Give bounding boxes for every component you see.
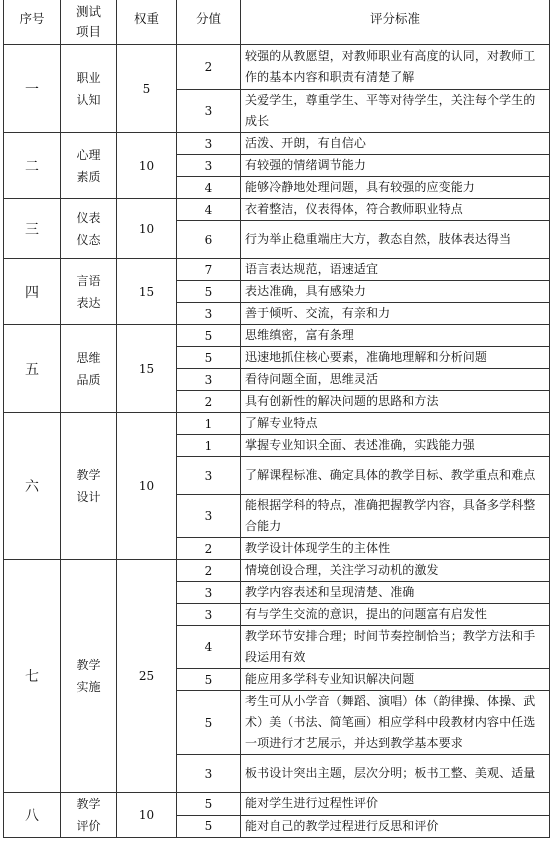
table-row: [4, 413, 550, 435]
weight-cell: 10: [117, 133, 177, 199]
item-name-cell: [61, 259, 117, 325]
table-row: [4, 133, 550, 155]
seq-cell: 二: [4, 133, 61, 199]
score-cell: 1: [177, 413, 241, 435]
criteria-cell: 教学设计体现学生的主体性: [241, 538, 550, 560]
score-cell: 3: [177, 582, 241, 604]
item-name-line: 教学: [76, 658, 101, 672]
criteria-cell: 了解课程标准、确定具体的教学目标、教学重点和难点: [241, 457, 550, 495]
score-cell: 4: [177, 199, 241, 221]
header-row: [4, 0, 550, 45]
criteria-cell: 教学内容表述和呈现清楚、准确: [241, 582, 550, 604]
item-name-line: 素质: [76, 169, 101, 184]
seq-cell: 八: [4, 793, 61, 838]
score-cell: 4: [177, 177, 241, 199]
criteria-cell: 有较强的情绪调节能力: [241, 155, 550, 177]
criteria-cell: 语言表达规范，语速适宜: [241, 259, 550, 281]
item-name-line: 仪态: [76, 232, 101, 247]
criteria-cell: 善于倾听、交流，有亲和力: [241, 303, 550, 325]
criteria-cell: 行为举止稳重端庄大方，教态自然，肢体表达得当: [241, 221, 550, 259]
score-cell: 2: [177, 560, 241, 582]
criteria-cell: 教学环节安排合理；时间节奏控制恰当；教学方法和手段运用有效: [241, 626, 550, 669]
item-name-cell: [61, 793, 117, 838]
item-name-cell: [61, 45, 117, 133]
item-name-line: 品质: [76, 372, 101, 387]
header-score: 分值: [177, 0, 241, 45]
criteria-cell: 衣着整洁，仪表得体，符合教师职业特点: [241, 199, 550, 221]
seq-cell: 四: [4, 259, 61, 325]
criteria-cell: 情境创设合理，关注学习动机的激发: [241, 560, 550, 582]
header-weight: 权重: [117, 0, 177, 45]
table-row: [4, 199, 550, 221]
score-cell: 1: [177, 435, 241, 457]
seq-cell: 六: [4, 413, 61, 560]
weight-cell: 10: [117, 199, 177, 259]
criteria-cell: 有与学生交流的意识，提出的问题富有启发性: [241, 604, 550, 626]
item-name-line: 职业: [76, 70, 101, 85]
item-name-line: 言语: [76, 273, 101, 288]
score-cell: 5: [177, 815, 241, 838]
score-cell: 2: [177, 45, 241, 90]
criteria-cell: 表达准确，具有感染力: [241, 281, 550, 303]
header-seq: 序号: [4, 0, 61, 45]
weight-cell: 15: [117, 325, 177, 413]
item-name-cell: [61, 413, 117, 560]
seq-cell: 一: [4, 45, 61, 133]
scoring-table: [3, 0, 550, 838]
score-cell: 3: [177, 604, 241, 626]
item-name-line: 仪表: [76, 210, 101, 225]
score-cell: 3: [177, 90, 241, 133]
score-cell: 2: [177, 538, 241, 560]
score-cell: 3: [177, 495, 241, 538]
criteria-cell: 关爱学生，尊重学生、平等对待学生，关注每个学生的成长: [241, 90, 550, 133]
item-name-line: 心理: [76, 147, 101, 162]
score-cell: 5: [177, 281, 241, 303]
weight-cell: 15: [117, 259, 177, 325]
criteria-cell: 板书设计突出主题，层次分明；板书工整、美观、适量: [241, 755, 550, 793]
score-cell: 3: [177, 755, 241, 793]
item-name-line: 表达: [76, 295, 101, 310]
weight-cell: 25: [117, 560, 177, 793]
weight-cell: 10: [117, 793, 177, 838]
score-cell: 6: [177, 221, 241, 259]
item-name-line: 教学: [76, 797, 101, 811]
score-cell: 3: [177, 369, 241, 391]
score-cell: 3: [177, 303, 241, 325]
score-cell: 3: [177, 133, 241, 155]
item-name-cell: [61, 325, 117, 413]
seq-cell: 七: [4, 560, 61, 793]
criteria-cell: 迅速地抓住核心要素，准确地理解和分析问题: [241, 347, 550, 369]
item-name-line: 设计: [76, 490, 101, 504]
criteria-cell: 能根据学科的特点，准确把握教学内容，具备多学科整合能力: [241, 495, 550, 538]
criteria-cell: 能对自己的教学过程进行反思和评价: [241, 815, 550, 838]
table-row: [4, 45, 550, 90]
item-name-cell: [61, 133, 117, 199]
score-cell: 3: [177, 155, 241, 177]
seq-cell: 五: [4, 325, 61, 413]
seq-cell: 三: [4, 199, 61, 259]
item-name-line: 教学: [76, 468, 101, 482]
score-cell: 5: [177, 691, 241, 755]
criteria-cell: 能对学生进行过程性评价: [241, 793, 550, 816]
score-cell: 5: [177, 669, 241, 691]
criteria-cell: 活泼、开朗，有自信心: [241, 133, 550, 155]
table-row: [4, 259, 550, 281]
criteria-cell: 看待问题全面，思维灵活: [241, 369, 550, 391]
criteria-cell: 能应用多学科专业知识解决问题: [241, 669, 550, 691]
criteria-cell: 较强的从教愿望，对教师职业有高度的认同，对教师工作的基本内容和职责有清楚了解: [241, 45, 550, 90]
weight-cell: 10: [117, 413, 177, 560]
item-name-cell: [61, 199, 117, 259]
score-cell: 3: [177, 457, 241, 495]
score-cell: 5: [177, 793, 241, 816]
header-criteria: 评分标准: [241, 0, 550, 45]
item-name-line: 思维: [76, 350, 101, 365]
score-cell: 5: [177, 347, 241, 369]
criteria-cell: 思维缜密，富有条理: [241, 325, 550, 347]
item-name-line: 认知: [76, 92, 101, 107]
score-cell: 7: [177, 259, 241, 281]
weight-cell: 5: [117, 45, 177, 133]
score-cell: 2: [177, 391, 241, 413]
item-name-line: 评价: [76, 819, 101, 833]
item-name-line: 实施: [76, 680, 101, 694]
criteria-cell: 具有创新性的解决问题的思路和方法: [241, 391, 550, 413]
criteria-cell: 能够冷静地处理问题，具有较强的应变能力: [241, 177, 550, 199]
table-row: [4, 325, 550, 347]
criteria-cell: 了解专业特点: [241, 413, 550, 435]
table-row: [4, 560, 550, 582]
table-row: [4, 793, 550, 816]
criteria-cell: 掌握专业知识全面、表述准确，实践能力强: [241, 435, 550, 457]
item-name-cell: [61, 560, 117, 793]
score-cell: 5: [177, 325, 241, 347]
criteria-cell: 考生可从小学音（舞蹈、演唱）体（韵律操、体操、武术）美（书法、简笔画）相应学科中段教材内容中任选一项进行才艺展示，并达到教学基本要求: [241, 691, 550, 755]
score-cell: 4: [177, 626, 241, 669]
header-item: 测试 项目: [61, 0, 117, 45]
